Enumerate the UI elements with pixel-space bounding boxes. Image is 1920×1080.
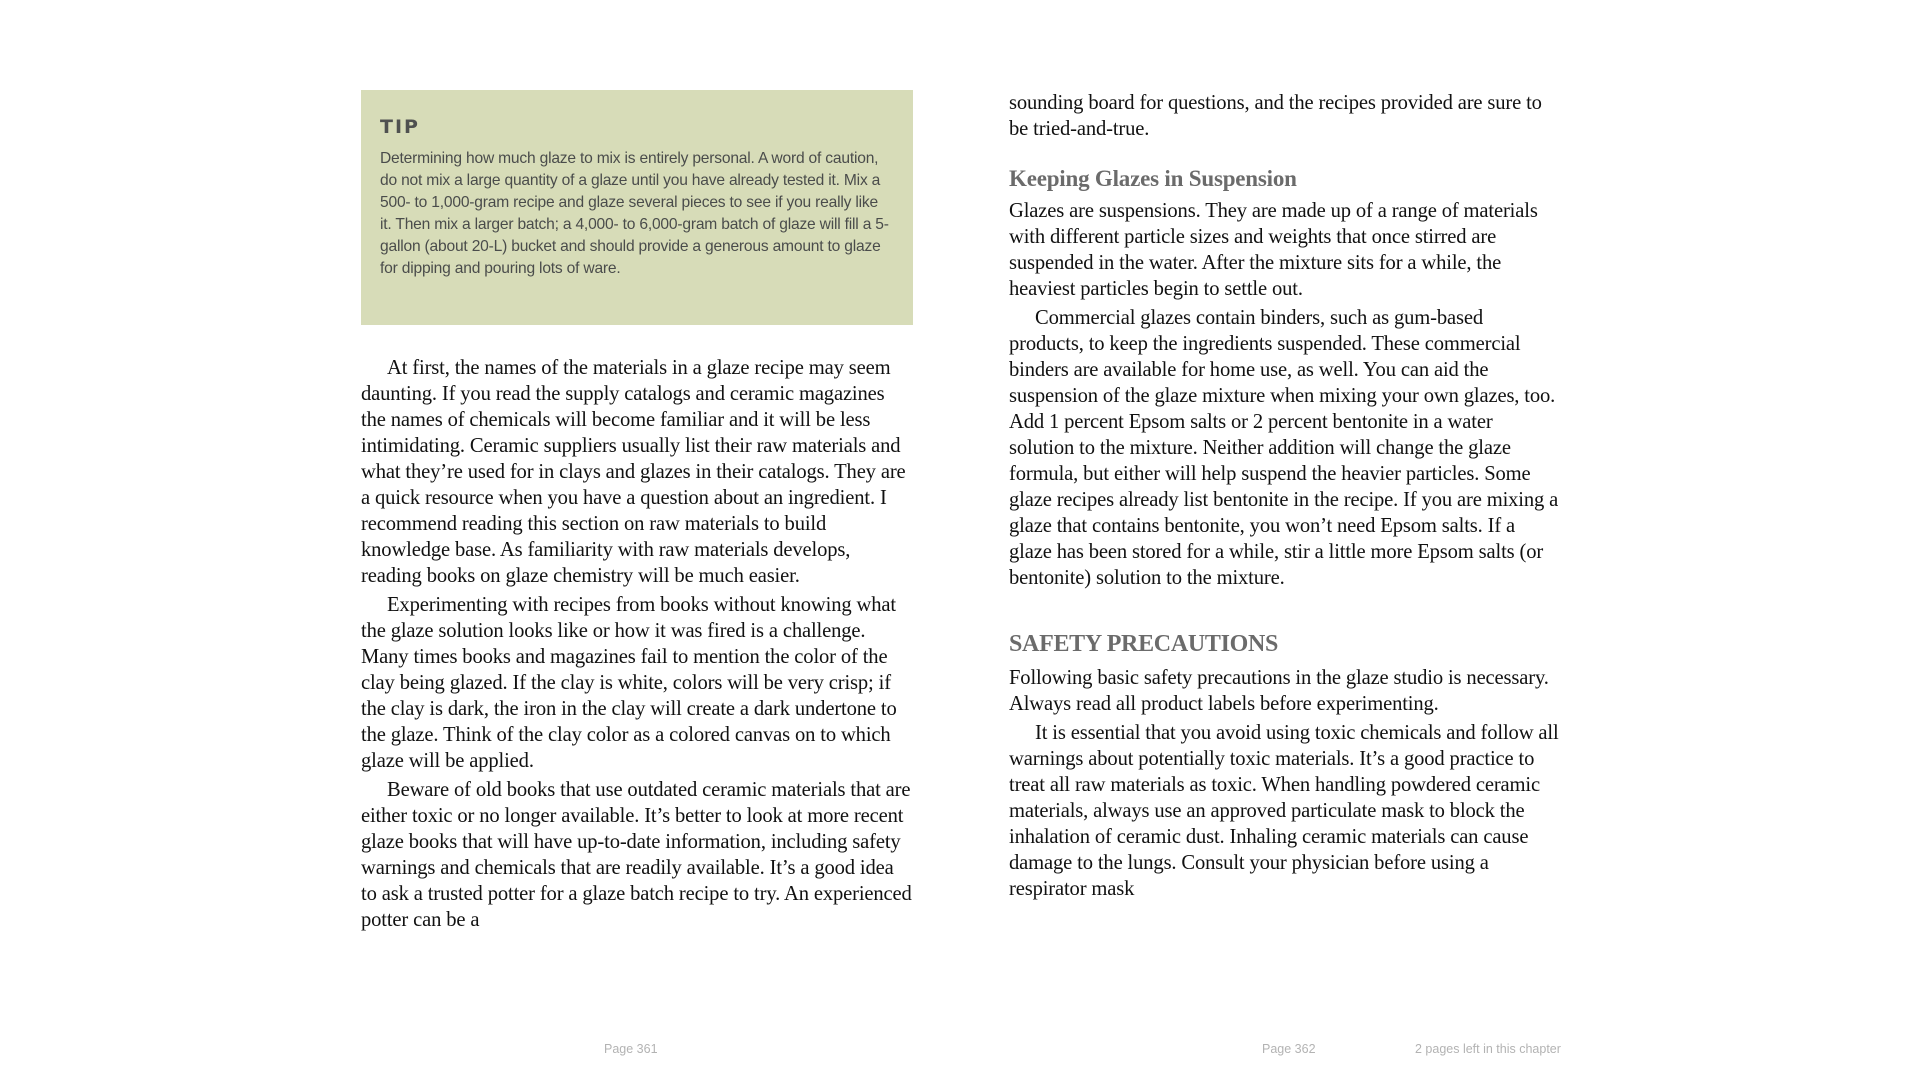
body-paragraph: It is essential that you avoid using toxic chemicals and follow all warnings about potentially toxic materials. It’s a good practice to treat all raw materials as toxic. When handling powdered ceramic materials, always use an approved particulate mask to block the inhalation of ceramic dust. Inhaling ceramic materials can cause damage to the lungs. Consult your physician before using a respirator mask <box>1009 722 1559 900</box>
section-heading-safety: SAFETY PRECAUTIONS <box>1009 631 1279 657</box>
body-paragraph: At first, the names of the materials in a glaze recipe may seem daunting. If you read the supply catalogs and ceramic magazines the names of chemicals will become familiar and it will be less intimidating. Ceramic suppliers usually list their raw materials and what they’re used for in clays and glazes in their catalogs. They are a quick resource when you have a question about an ingredient. I recommend reading this section on raw materials to build knowledge base. As familiarity with raw materials develops, reading books on glaze chemistry will be much easier. <box>361 357 906 587</box>
page-number-right: Page 362 <box>1262 1042 1316 1056</box>
body-paragraph: Commercial glazes contain binders, such as gum-based products, to keep the ingredients suspended. These commercial binders are available for home use, as well. You can aid the suspension of the glaze mixture when mixing your own glazes, too. Add 1 percent Epsom salts or 2 percent bentonite in a water solution to the mixture. Neither addition will change the glaze formula, but either will help suspend the heavier particles. Some glaze recipes already list bentonite in the recipe. If you are mixing a glaze that contains bentonite, you won’t need Epsom salts. If a glaze has been stored for a while, stir a little more Epsom salts (or bentonite) solution to the mixture. <box>1009 307 1559 589</box>
tip-heading: TIP <box>380 116 420 138</box>
subheading-suspension: Keeping Glazes in Suspension <box>1009 166 1297 191</box>
body-paragraph: Experimenting with recipes from books without knowing what the glaze solution looks like or how it was fired is a challenge. Many times books and magazines fail to mention the color of the clay being glazed. If the clay is white, colors will be very crisp; if the clay is dark, the iron in the clay will create a dark undertone to the glaze. Think of the clay color as a colored canvas on to which glaze will be applied. <box>361 594 897 772</box>
tip-text: Determining how much glaze to mix is entirely personal. A word of caution, do not mix a large quantity of a glaze until you have already tested it. Mix a 500- to 1,000-gram recipe and glaze several pieces to see if you really like it. Then mix a larger batch; a 4,000- to 6,000-gram batch of glaze will fill a 5-gallon (about 20-L) bucket and should provide a generous amount to glaze for dipping and pouring lots of ware. <box>380 150 889 277</box>
right-page <box>1009 90 1561 905</box>
body-paragraph: Glazes are suspensions. They are made up of a range of materials with different particle sizes and weights that once stirred are suspended in the water. After the mixture sits for a while, the heaviest particles begin to settle out. <box>1009 200 1538 300</box>
body-paragraph: Beware of old books that use outdated ceramic materials that are either toxic or no longer available. It’s better to look at more recent glaze books that will have up-to-date information, including safety warnings and chemicals that are readily available. It’s a good idea to ask a trusted potter for a glaze batch recipe to try. An experienced potter can be a <box>361 779 912 931</box>
page-number-left: Page 361 <box>604 1042 658 1056</box>
continued-paragraph: sounding board for questions, and the recipes provided are sure to be tried-and-true. <box>1009 92 1542 140</box>
chapter-pages-remaining: 2 pages left in this chapter <box>1415 1042 1561 1056</box>
body-paragraph: Following basic safety precautions in the glaze studio is necessary. Always read all product labels before experimenting. <box>1009 667 1549 715</box>
left-page <box>361 90 913 936</box>
tip-box <box>361 90 913 325</box>
